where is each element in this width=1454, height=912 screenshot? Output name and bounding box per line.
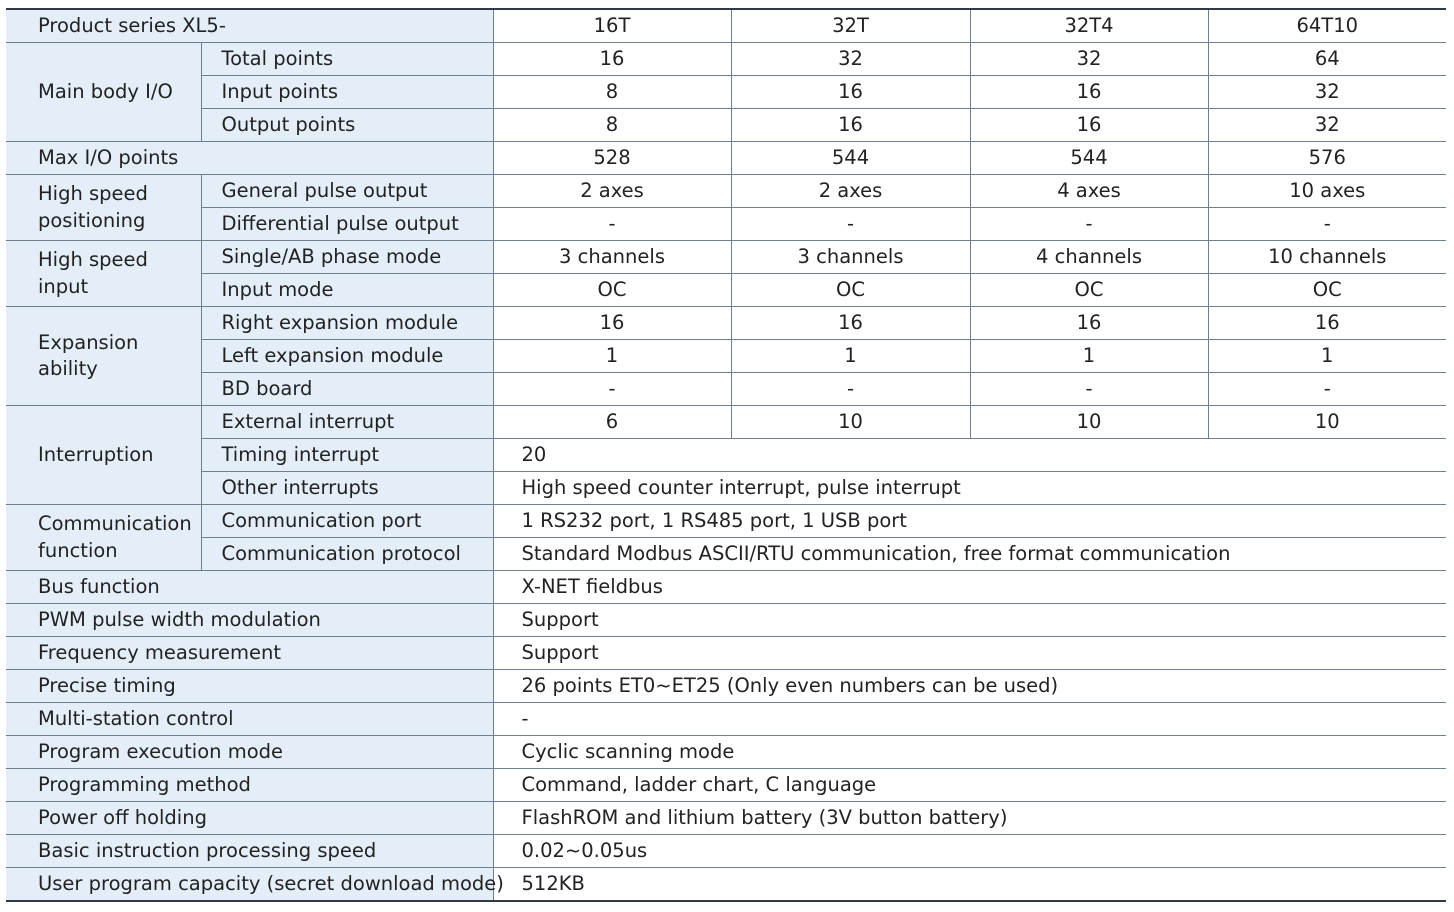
table-row (6, 109, 1446, 142)
cell: 10 axes (1208, 175, 1446, 208)
communication-group: Communication function (6, 505, 201, 571)
cell: 32 (731, 43, 970, 76)
spec-table (6, 8, 1446, 902)
communication-port-value: 1 RS232 port, 1 RS485 port, 1 USB port (493, 505, 1446, 538)
table-row (6, 670, 1446, 703)
cell: 16 (1208, 307, 1446, 340)
program-capacity-value: 512KB (493, 868, 1446, 902)
table-row (6, 340, 1446, 373)
table-row (6, 802, 1446, 835)
cell: 64 (1208, 43, 1446, 76)
precise-timing-label: Precise timing (6, 670, 493, 703)
programming-method-value: Command, ladder chart, C language (493, 769, 1446, 802)
total-points-label: Total points (201, 43, 493, 76)
input-points-label: Input points (201, 76, 493, 109)
cell: 32 (1208, 109, 1446, 142)
header-row (6, 9, 1446, 43)
table-row (6, 406, 1446, 439)
table-row (6, 868, 1446, 902)
power-off-holding-value: FlashROM and lithium battery (3V button battery) (493, 802, 1446, 835)
cell: 2 axes (493, 175, 731, 208)
cell: 16 (970, 307, 1208, 340)
cell: 2 axes (731, 175, 970, 208)
cell: 10 (731, 406, 970, 439)
cell: 32 (1208, 76, 1446, 109)
cell: 10 (970, 406, 1208, 439)
cell: 6 (493, 406, 731, 439)
input-mode-label: Input mode (201, 274, 493, 307)
bus-function-label: Bus function (6, 571, 493, 604)
cell: 16 (731, 109, 970, 142)
cell: 1 (731, 340, 970, 373)
table-row (6, 769, 1446, 802)
timing-interrupt-label: Timing interrupt (201, 439, 493, 472)
interruption-group: Interruption (6, 406, 201, 505)
cell: - (1208, 208, 1446, 241)
left-expansion-label: Left expansion module (201, 340, 493, 373)
cell: 4 axes (970, 175, 1208, 208)
cell: OC (970, 274, 1208, 307)
table-row (6, 835, 1446, 868)
cell: 16 (731, 307, 970, 340)
cell: 544 (970, 142, 1208, 175)
table-row (6, 604, 1446, 637)
main-body-io-group: Main body I/O (6, 43, 201, 142)
table-row (6, 439, 1446, 472)
external-interrupt-label: External interrupt (201, 406, 493, 439)
hs-input-group: High speed input (6, 241, 201, 307)
cell: 8 (493, 109, 731, 142)
cell: 16 (493, 43, 731, 76)
cell: 544 (731, 142, 970, 175)
pwm-value: Support (493, 604, 1446, 637)
cell: 16 (970, 109, 1208, 142)
differential-pulse-label: Differential pulse output (201, 208, 493, 241)
cell: 1 (1208, 340, 1446, 373)
cell: 10 (1208, 406, 1446, 439)
cell: - (731, 373, 970, 406)
cell: 16 (970, 76, 1208, 109)
cell: - (1208, 373, 1446, 406)
multi-station-label: Multi-station control (6, 703, 493, 736)
table-row (6, 142, 1446, 175)
table-row (6, 373, 1446, 406)
cell: OC (731, 274, 970, 307)
table-row (6, 637, 1446, 670)
cell: - (493, 373, 731, 406)
table-row (6, 241, 1446, 274)
precise-timing-value: 26 points ET0~ET25 (Only even numbers can be used) (493, 670, 1446, 703)
cell: 16 (493, 307, 731, 340)
expansion-group: Expansion ability (6, 307, 201, 406)
model-16t: 16T (493, 9, 731, 43)
cell: 4 channels (970, 241, 1208, 274)
instruction-speed-value: 0.02~0.05us (493, 835, 1446, 868)
frequency-measurement-label: Frequency measurement (6, 637, 493, 670)
programming-method-label: Programming method (6, 769, 493, 802)
cell: - (970, 208, 1208, 241)
table-row (6, 208, 1446, 241)
instruction-speed-label: Basic instruction processing speed (6, 835, 493, 868)
cell: 576 (1208, 142, 1446, 175)
cell: - (731, 208, 970, 241)
cell: OC (493, 274, 731, 307)
model-32t: 32T (731, 9, 970, 43)
general-pulse-label: General pulse output (201, 175, 493, 208)
table-row (6, 571, 1446, 604)
cell: 16 (731, 76, 970, 109)
communication-protocol-label: Communication protocol (201, 538, 493, 571)
table-row (6, 43, 1446, 76)
cell: 3 channels (493, 241, 731, 274)
multi-station-value: - (493, 703, 1446, 736)
cell: 3 channels (731, 241, 970, 274)
cell: - (493, 208, 731, 241)
program-capacity-label: User program capacity (secret download mode) (6, 868, 493, 902)
table-row (6, 538, 1446, 571)
cell: 8 (493, 76, 731, 109)
cell: 528 (493, 142, 731, 175)
communication-port-label: Communication port (201, 505, 493, 538)
max-io-label: Max I/O points (6, 142, 493, 175)
cell: 32 (970, 43, 1208, 76)
cell: 10 channels (1208, 241, 1446, 274)
table-row (6, 307, 1446, 340)
other-interrupts-value: High speed counter interrupt, pulse interrupt (493, 472, 1446, 505)
output-points-label: Output points (201, 109, 493, 142)
hs-positioning-group: High speed positioning (6, 175, 201, 241)
bus-function-value: X-NET fieldbus (493, 571, 1446, 604)
cell: 1 (970, 340, 1208, 373)
cell: 1 (493, 340, 731, 373)
timing-interrupt-value: 20 (493, 439, 1446, 472)
table-row (6, 472, 1446, 505)
model-64t10: 64T10 (1208, 9, 1446, 43)
model-32t4: 32T4 (970, 9, 1208, 43)
program-execution-value: Cyclic scanning mode (493, 736, 1446, 769)
table-row (6, 736, 1446, 769)
frequency-measurement-value: Support (493, 637, 1446, 670)
right-expansion-label: Right expansion module (201, 307, 493, 340)
pwm-label: PWM pulse width modulation (6, 604, 493, 637)
table-row (6, 703, 1446, 736)
table-row (6, 505, 1446, 538)
product-series-label: Product series XL5- (6, 9, 493, 43)
cell: OC (1208, 274, 1446, 307)
communication-protocol-value: Standard Modbus ASCII/RTU communication, free format communication (493, 538, 1446, 571)
table-row (6, 274, 1446, 307)
other-interrupts-label: Other interrupts (201, 472, 493, 505)
table-row (6, 175, 1446, 208)
program-execution-label: Program execution mode (6, 736, 493, 769)
bd-board-label: BD board (201, 373, 493, 406)
cell: - (970, 373, 1208, 406)
power-off-holding-label: Power off holding (6, 802, 493, 835)
table-row (6, 76, 1446, 109)
single-ab-label: Single/AB phase mode (201, 241, 493, 274)
